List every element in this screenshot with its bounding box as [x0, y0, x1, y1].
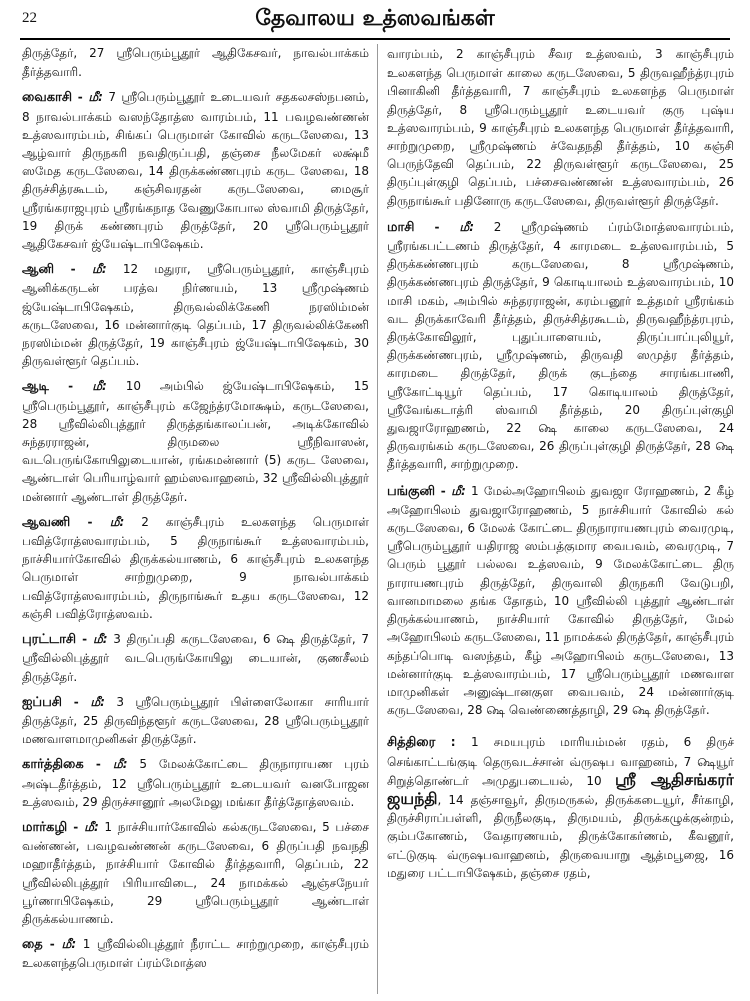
entry-thai: தை - மீ: 1 ஸ்ரீவில்லிபுத்தூர் நீராட்ட சாற்றுமுறை, காஞ்சீபுரம் உலகளந்தபெருமாள் ப்ரம்மோத்ஸ: [22, 937, 369, 971]
month-label: ஐப்பசி: [22, 694, 62, 710]
star-marker: மீ:: [88, 90, 103, 105]
page-number: 22: [22, 10, 37, 26]
entry-panguni: பங்குனி - மீ: 1 மேல்அஹோபிலம் துவஜா ரோஹணம், 2 கீழ் அஹோபிலம் துவஜாரோஹணம், 5 நாச்சியார் கோவில் கல் கருடஸேவை, 6 மேலக் கோட்டை திருநாராயணபுரம் வைரமுடி, ஸ்ரீபெரும்பூதூர் யதிராஜ ஸம்பத்குமார வைபவம், வைரமுடி, 7 பெரும் பூதூர் பல்லவ உத்ஸவம், 9 மேலக்கோட்டை திரு நாராயணபுரம் திருத்தேர், திருவாலி திருநகரி வேடுபறி, வானமாமலை தங்க தோதம், 10 ஸ்ரீவில்லி புத்தூர் ஆண்டாள் திருக்கல்யாணம், நாச்சியார் கோவில் திருத்தேர், மேல் அஹோபிலம் கருடஸேவை, 11 நாமக்கல் திருத்தேர், காஞ்சீபுரம் கந்தப்பொடி வஸந்தம், கீழ் அஹோபிலம் கருடஸேவை, 13 மன்னார்குடி உத்ஸவாரம்பம், 17 ஸ்ரீபெரும்பூதூர் மணவாள மாமுனிகள் அனுஷ்டானகுள வைபவம், 24 மன்னார்குடி கருடஸேவை, 28 ௸ வெண்ணைத்தாழி, 29 ௸ திருத்தேர்.: [387, 483, 734, 718]
right-column: [387, 44, 734, 994]
month-label: புரட்டாசி: [22, 632, 77, 648]
entry-aippasi: ஐப்பசி - மீ: 3 ஸ்ரீபெரும்பூதூர் பிள்ளைலோகா சாரியார் திருத்தேர், 25 திருவிந்தளூர் கருடஸேவை, 28 ஸ்ரீபெரும்பூதூர் மணவாளமாமுனிகள் திருத்தேர்.: [22, 694, 369, 747]
shankara-jayanthi-highlight: ஸ்ரீ ஆதிசங்கரர் ஜயந்தி: [387, 769, 734, 808]
entry-aavani: ஆவணி - மீ: 2 காஞ்சீபுரம் உலகளந்த பெருமாள் பவித்ரோத்ஸவாரம்பம், 5 திருநாங்கூர் உத்ஸவாரம்பம், நாச்சியார்கோவில் திருக்கல்யாணம், 6 காஞ்சீபுரம் உலகளந்த பெருமாள் சாற்றுமுறை, 9 நாவல்பாக்கம் பவித்ரோத்ஸவாரம்பம், திருநாங்கூர் உதய கருடஸேவை, 12 கஞ்சி பவித்ரோத்ஸவம்.: [22, 514, 369, 621]
entry-text: 2 காஞ்சீபுரம் உலகளந்த பெருமாள் பவித்ரோத்ஸவாரம்பம், 5 திருநாங்கூர் உத்ஸவாரம்பம், நாச்சியார்கோவில் திருக்கல்யாணம், 6 காஞ்சீபுரம் உலகளந்த பெருமாள் சாற்றுமுறை, 9 நாவல்பாக்கம் பவித்ரோத்ஸவாரம்பம், திருநாங்கூர் உதய கருடஸேவை, 12 கஞ்சி பவித்ரோத்ஸவம்.: [22, 514, 369, 621]
month-label: மாசி: [387, 219, 415, 235]
star-marker: மீ:: [92, 262, 107, 277]
page-header: [0, 0, 750, 40]
month-label: பங்குனி: [387, 483, 436, 499]
entry-text: 1 ஸ்ரீவில்லிபுத்தூர் நீராட்ட சாற்றுமுறை, காஞ்சீபுரம் உலகளந்தபெருமாள் ப்ரம்மோத்ஸ: [22, 937, 369, 971]
month-label: ஆனி: [22, 262, 54, 278]
entry-maasi: மாசி - மீ: 2 ஸ்ரீமுஷ்ணம் ப்ரம்மோத்ஸவாரம்பம், ஸ்ரீரங்கபட்டணம் திருத்தேர், 4 காரமடை உத்ஸவாரம்பம், 5 திருக்கண்ணபுரம் கருடஸேவை, 8 ஸ்ரீமுஷ்ணம், திருக்கண்ணபுரம் திருத்தேர், 9 கொடியாலம் உத்ஸவாரம்பம், 10 மாசி மகம், அம்பில் சுந்தரராஜன், கரம்பனூர் உத்தமர் ஸ்ரீரங்கம் வட திருக்காவேரி தீர்த்தம், திருச்சித்ரகூடம், திருவஹீந்த்ரபுரம், திருக்கோவிலூர், புதுப்பாளையம், திருப்பாப்புலியூர், திருக்கண்ணபுரம், ஸ்ரீமுஷ்ணம், திருவதி ஸமுத்ர தீர்த்தம், காரமடை திருத்தேர், திருக் குடந்தை சாரங்கபாணி, ஸ்ரீகோட்டியூர் தெப்பம், 17 கொடியாலம் திருத்தேர், ஸ்ரீவேங்கடாத்ரி ஸ்வாமி தீர்த்தம், 20 திருப்புள்குழி துவஜாரோஹணம், 22 ௸ காலை கருடஸேவை, 24 திருவரங்கம் கருடஸேவை, 26 திருப்புள்குழி திருத்தேர், 28 ௸ தீர்த்தவாரி, சாற்றுமுறை.: [387, 219, 734, 472]
entry-text: 1 நாச்சியார்கோவில் கல்கருடஸேவை, 5 பச்சை வண்ணன், பவழவண்ணன் கருடஸேவை, 6 திருப்பதி நவநதி மஹாதீர்த்தம், நாச்சியார் கோவில் தீர்த்தவாரி, தெப்பம், 22 ஸ்ரீவில்லிபுத்தூர் பிரியாவிடை, 24 நாமக்கல் ஆஞ்சநேயர் பூர்ணாபிஷேகம், 29 ஸ்ரீபெரும்பூதூர் ஆண்டாள் திருக்கல்யாணம்.: [22, 819, 369, 926]
entry-aani: ஆனி - மீ: 12 மதுரா, ஸ்ரீபெரும்பூதூர், காஞ்சீபுரம் ஆனிக்கருடன் பரத்வ நிர்ணயம், 13 ஸ்ரீமுஷ்ணம் ஜ்யேஷ்டாபிஷேகம், திருவல்லிக்கேணி நரஸிம்மன் கருடஸேவை, 16 மன்னார்குடி தெப்பம், 17 திருவல்லிக்கேணி நரஸிம்மன் திருத்தேர், 19 காஞ்சீபுரம் ஜ்யேஷ்டாபிஷேகம், 30 திருவள்ளூர் தெப்பம்.: [22, 262, 369, 369]
star-marker: மீ:: [61, 937, 77, 952]
left-entry-continuation: [22, 44, 369, 81]
star-marker: மீ:: [93, 632, 108, 647]
entry-text: , 14 தஞ்சாவூர், திருமருகல், திருக்கடையூர், சீர்காழி, திருச்சிராப்பள்ளி, திருநீலகுடி, திருமயம், திருக்கழுக்குன்றம், கும்பகோணம், வேதாரணயம், திருக்கோகர்ணம், கீவனூர், எட்டுகுடி வ்ருஷபவாஹனம், திருவையாறு ஆத்மபூஜை, 16 மதுரை பட்டாபிஷேகம், தஞ்சை ரதம்,: [387, 792, 734, 880]
star-marker: மீ:: [451, 483, 466, 498]
star-marker: மீ:: [90, 694, 105, 709]
entry-text: வாரம்பம், 2 காஞ்சீபுரம் சீவர உத்ஸவம், 3 காஞ்சீபுரம் உலகளந்த பெருமாள் காலை கருடஸேவை, 5 திருவஹீந்த்ரபுரம் பினாகினி தீர்த்தவாரி, 7 காஞ்சீபுரம் உலகளந்த பெருமாள் திருத்தேர், 8 ஸ்ரீபெரும்பூதூர் உடையவர் குரு புஷ்ய உத்ஸவாரம்பம், 9 காஞ்சீபுரம் உலகளந்த பெருமாள் தீர்த்தவாரி, சாற்றுமுறை, ஸ்ரீமுஷ்ணம் ச்வேதநதி தீர்த்தம், 10 கஞ்சி பெருந்தேவி தெப்பம், 22 திருவள்ளூர் கருடஸேவை, 25 திருப்புள்குழி தெப்பம், பச்சைவண்ணன் உத்ஸவாரம்பம், 26 திருநாங்கூர் பதினோரு கருடஸேவை, திருவள்ளூர் திருத்தேர்.: [387, 47, 734, 208]
entry-text: திருத்தேர், 27 ஸ்ரீபெரும்பூதூர் ஆதிகேசவர், நாவல்பாக்கம் தீர்த்தவாரி.: [22, 46, 369, 80]
left-column: [22, 44, 369, 994]
star-marker: மீ:: [459, 219, 475, 234]
entry-karthigai: கார்த்திகை - மீ: 5 மேலக்கோட்டை திருநாராயண புரம் அஷ்டதீர்த்தம், 12 ஸ்ரீபெரும்பூதூர் உடையவர் வனபோஜன உத்ஸவம், 29 திருச்சானூர் அலமேலு மங்கா தீர்த்தோத்ஸவம்.: [22, 757, 369, 809]
month-label: சித்திரை: [387, 735, 436, 751]
entry-text: 1 மேல்அஹோபிலம் துவஜா ரோஹணம், 2 கீழ் அஹோபிலம் துவஜாரோஹணம், 5 நாச்சியார் கோவில் கல் கருடஸேவை, 6 மேலக் கோட்டை திருநாராயணபுரம் வைரமுடி, ஸ்ரீபெரும்பூதூர் யதிராஜ ஸம்பத்குமார வைபவம், வைரமுடி, 7 பெரும் பூதூர் பல்லவ உத்ஸவம், 9 மேலக்கோட்டை திரு நாராயணபுரம் திருத்தேர், திருவாலி திருநகரி வேடுபறி, வானமாமலை தங்க தோதம், 10 ஸ்ரீவில்லி புத்தூர் ஆண்டாள் திருக்கல்யாணம், நாச்சியார் கோவில் திருத்தேர், மேல் அஹோபிலம் கருடஸேவை, 11 நாமக்கல் திருத்தேர், காஞ்சீபுரம் கந்தப்பொடி வஸந்தம், கீழ் அஹோபிலம் கருடஸேவை, 13 மன்னார்குடி உத்ஸவாரம்பம், 17 ஸ்ரீபெரும்பூதூர் மணவாள மாமுனிகள் அனுஷ்டானகுள வைபவம், 24 மன்னார்குடி கருடஸேவை, 28 ௸ வெண்ணைத்தாழி, 29 ௸ திருத்தேர்.: [387, 483, 734, 718]
entry-text: 12 மதுரா, ஸ்ரீபெரும்பூதூர், காஞ்சீபுரம் ஆனிக்கருடன் பரத்வ நிர்ணயம், 13 ஸ்ரீமுஷ்ணம் ஜ்யேஷ்டாபிஷேகம், திருவல்லிக்கேணி நரஸிம்மன் கருடஸேவை, 16 மன்னார்குடி தெப்பம், 17 திருவல்லிக்கேணி நரஸிம்மன் திருத்தேர், 19 காஞ்சீபுரம் ஜ்யேஷ்டாபிஷேகம், 30 திருவள்ளூர் தெப்பம்.: [22, 262, 369, 369]
month-label: வைகாசி: [22, 90, 73, 106]
month-label: ஆடி: [22, 379, 49, 395]
star-marker: மீ:: [109, 514, 125, 529]
entry-margazhi: மார்கழி - மீ: 1 நாச்சியார்கோவில் கல்கருடஸேவை, 5 பச்சை வண்ணன், பவழவண்ணன் கருடஸேவை, 6 திருப்பதி நவநதி மஹாதீர்த்தம், நாச்சியார் கோவில் தீர்த்தவாரி, தெப்பம், 22 ஸ்ரீவில்லிபுத்தூர் பிரியாவிடை, 24 நாமக்கல் ஆஞ்சநேயர் பூர்ணாபிஷேகம், 29 ஸ்ரீபெரும்பூதூர் ஆண்டாள் திருக்கல்யாணம்.: [22, 819, 369, 926]
entry-text: 5 மேலக்கோட்டை திருநாராயண புரம் அஷ்டதீர்த்தம், 12 ஸ்ரீபெரும்பூதூர் உடையவர் வனபோஜன உத்ஸவம், 29 திருச்சானூர் அலமேலு மங்கா தீர்த்தோத்ஸவம்.: [22, 757, 369, 809]
right-entry-continuation: [387, 44, 734, 210]
month-label: கார்த்திகை: [22, 757, 84, 773]
header-rule: [20, 38, 730, 40]
entry-purattasi: புரட்டாசி - மீ: 3 திருப்பதி கருடஸேவை, 6 ௸ திருத்தேர், 7 ஸ்ரீவில்லிபுத்தூர் வடபெருங்கோயிலு டையான், குணசீலம் திருத்தேர்.: [22, 632, 369, 684]
month-label: மார்கழி: [22, 819, 68, 835]
page-title: தேவாலய உத்ஸவங்கள்: [255, 6, 495, 31]
month-label: ஆவணி: [22, 514, 71, 530]
entry-text: 7 ஸ்ரீபெரும்பூதூர் உடையவர் சதகலசஸ்நபனம், 8 நாவல்பாக்கம் வஸந்தோத்ஸ வாரம்பம், 11 பவழவண்ணன் உத்ஸவாரம்பம், சிங்கப் பெருமாள் கோவில் கருடஸேவை, 13 ஆழ்வார் திருநகரி நவதிருப்பதி, தஞ்சை நீலமேகர் லக்ஷ்மீ ஸமேத கருடஸேவை, 14 திருக்கண்ணபுரம் கருட ஸேவை, 18 திருச்சித்ரகூடம், கஞ்சிவரதன் கருடஸேவை, மைசூர் ஸ்ரீரங்கராஜபுரம் ஸ்ரீரங்கநாத வேணுகோபால ஸ்வாமி திருத்தேர், 19 திருக் கண்ணபுரம் திருத்தேர், 20 ஸ்ரீபெரும்பூதூர் ஆதிகேசவர் ஜ்யேஷ்டாபிஷேகம்.: [22, 90, 369, 252]
entry-text: 2 ஸ்ரீமுஷ்ணம் ப்ரம்மோத்ஸவாரம்பம், ஸ்ரீரங்கபட்டணம் திருத்தேர், 4 காரமடை உத்ஸவாரம்பம், 5 திருக்கண்ணபுரம் கருடஸேவை, 8 ஸ்ரீமுஷ்ணம், திருக்கண்ணபுரம் திருத்தேர், 9 கொடியாலம் உத்ஸவாரம்பம், 10 மாசி மகம், அம்பில் சுந்தரராஜன், கரம்பனூர் உத்தமர் ஸ்ரீரங்கம் வட திருக்காவேரி தீர்த்தம், திருச்சித்ரகூடம், திருவஹீந்த்ரபுரம், திருக்கோவிலூர், புதுப்பாளையம், திருப்பாப்புலியூர், திருக்கண்ணபுரம், ஸ்ரீமுஷ்ணம், திருவதி ஸமுத்ர தீர்த்தம், காரமடை திருத்தேர், திருக் குடந்தை சாரங்கபாணி, ஸ்ரீகோட்டியூர் தெப்பம், 17 கொடியாலம் திருத்தேர், ஸ்ரீவேங்கடாத்ரி ஸ்வாமி தீர்த்தம், 20 திருப்புள்குழி துவஜாரோஹணம், 22 ௸ காலை கருடஸேவை, 24 திருவரங்கம் கருடஸேவை, 26 திருப்புள்குழி திருத்தேர், 28 ௸ தீர்த்தவாரி, சாற்றுமுறை.: [387, 219, 734, 472]
entry-text: 10 அம்பில் ஜ்யேஷ்டாபிஷேகம், 15 ஸ்ரீபெரும்பூதூர், காஞ்சீபுரம் கஜேந்த்ரமோக்ஷம், கருடஸேவை, 28 ஸ்ரீவில்லிபுத்தூர் திருத்தங்காலப்பன், அடிக்கோவில் சுந்தரராஜன், திருமலை ஸ்ரீநிவாஸன், வடபெருங்கோயிலுடையான், ரங்கமன்னார் (5) கருட ஸேவை, ஆண்டாள் பெரியாழ்வார் ஹம்ஸவாஹனம், 32 ஸ்ரீவில்லிபுத்தூர் மன்னார் ஆண்டாள் திருத்தேர்.: [22, 379, 369, 504]
entry-vaikasi: வைகாசி - மீ: 7 ஸ்ரீபெரும்பூதூர் உடையவர் சதகலசஸ்நபனம், 8 நாவல்பாக்கம் வஸந்தோத்ஸ வாரம்பம், 11 பவழவண்ணன் உத்ஸவாரம்பம், சிங்கப் பெருமாள் கோவில் கருடஸேவை, 13 ஆழ்வார் திருநகரி நவதிருப்பதி, தஞ்சை நீலமேகர் லக்ஷ்மீ ஸமேத கருடஸேவை, 14 திருக்கண்ணபுரம் கருட ஸேவை, 18 திருச்சித்ரகூடம், கஞ்சிவரதன் கருடஸேவை, மைசூர் ஸ்ரீரங்கராஜபுரம் ஸ்ரீரங்கநாத வேணுகோபால ஸ்வாமி திருத்தேர், 19 திருக் கண்ணபுரம் திருத்தேர், 20 ஸ்ரீபெரும்பூதூர் ஆதிகேசவர் ஜ்யேஷ்டாபிஷேகம்.: [22, 90, 369, 252]
entry-text: 1 சமயபுரம் மாரியம்மன் ரதம், 6 திருச் செங்காட்டங்குடி தெருவடச்சான் வ்ருஷப வாஹனம், 7 ௸யூர் சிறுத்தொண்டர் அமுதுபடையல், 10: [387, 735, 734, 788]
entry-text: 3 திருப்பதி கருடஸேவை, 6 ௸ திருத்தேர், 7 ஸ்ரீவில்லிபுத்தூர் வடபெருங்கோயிலு டையான், குணசீலம் திருத்தேர்.: [22, 632, 369, 684]
entry-aadi: ஆடி - மீ: 10 அம்பில் ஜ்யேஷ்டாபிஷேகம், 15 ஸ்ரீபெரும்பூதூர், காஞ்சீபுரம் கஜேந்த்ரமோக்ஷம், கருடஸேவை, 28 ஸ்ரீவில்லிபுத்தூர் திருத்தங்காலப்பன், அடிக்கோவில் சுந்தரராஜன், திருமலை ஸ்ரீநிவாஸன், வடபெருங்கோயிலுடையான், ரங்கமன்னார் (5) கருட ஸேவை, ஆண்டாள் பெரியாழ்வார் ஹம்ஸவாஹனம், 32 ஸ்ரீவில்லிபுத்தூர் மன்னார் ஆண்டாள் திருத்தேர்.: [22, 379, 369, 504]
star-marker: மீ:: [113, 757, 128, 772]
column-divider: [377, 44, 378, 994]
entry-chithirai: சித்திரை : 1 சமயபுரம் மாரியம்மன் ரதம், 6 திருச் செங்காட்டங்குடி தெருவடச்சான் வ்ருஷப வாஹனம், 7 ௸யூர் சிறுத்தொண்டர் அமுதுபடையல், 10 ஸ்ரீ ஆதிசங்கரர் ஜயந்தி, 14 தஞ்சாவூர், திருமருகல், திருக்கடையூர், சீர்காழி, திருச்சிராப்பள்ளி, திருநீலகுடி, திருமயம், திருக்கழுக்குன்றம், கும்பகோணம், வேதாரணயம், திருக்கோகர்ணம், கீவனூர், எட்டுகுடி வ்ருஷபவாஹனம், திருவையாறு ஆத்மபூஜை, 16 மதுரை பட்டாபிஷேகம், தஞ்சை ரதம்,: [387, 735, 734, 880]
star-marker: மீ:: [92, 379, 107, 394]
star-marker: மீ:: [84, 819, 99, 834]
entry-text: 3 ஸ்ரீபெரும்பூதூர் பிள்ளைலோகா சாரியார் திருத்தேர், 25 திருவிந்தளூர் கருடஸேவை, 28 ஸ்ரீபெரும்பூதூர் மணவாளமாமுனிகள் திருத்தேர்.: [22, 694, 369, 747]
month-label: தை: [22, 937, 43, 953]
